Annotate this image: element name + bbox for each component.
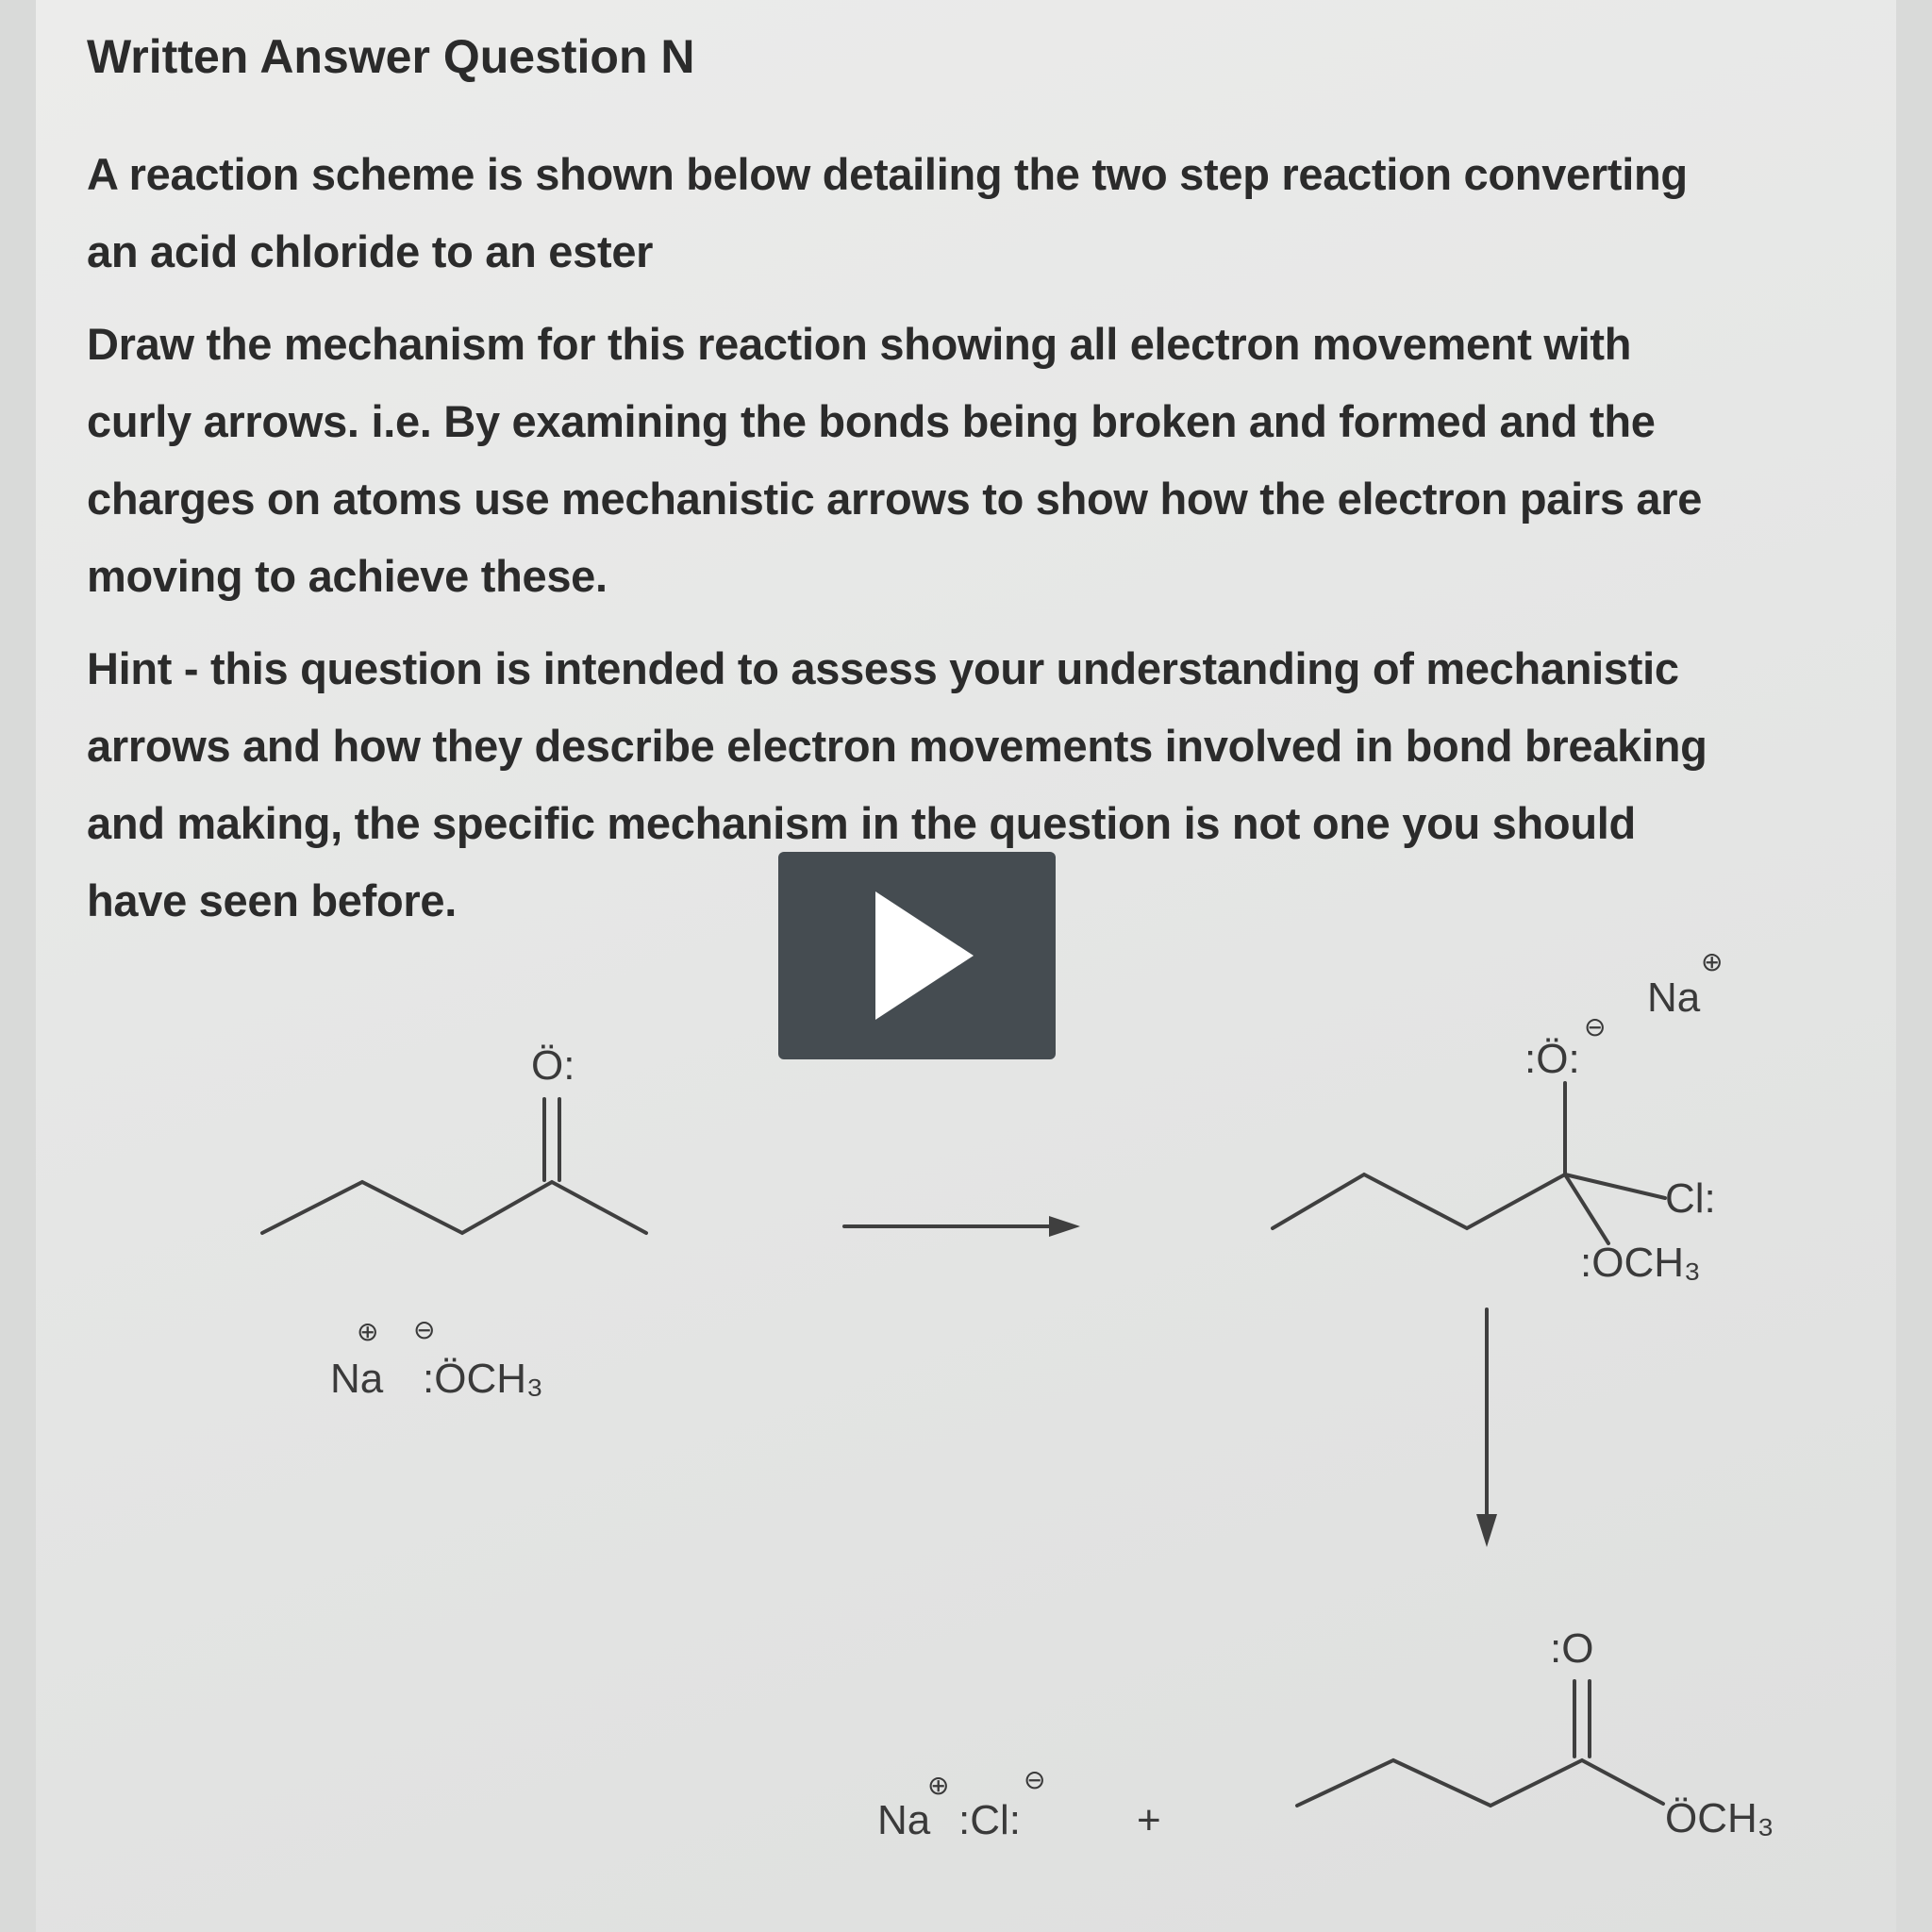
reactant-methoxide: :ÖCH₃	[423, 1356, 543, 1402]
reactant-bonds	[262, 1182, 646, 1233]
arrowhead-step2-icon	[1476, 1514, 1497, 1547]
reactant-carbonyl-oxygen: Ö:	[531, 1042, 575, 1089]
play-icon	[875, 891, 974, 1020]
byproduct-sodium: Na	[877, 1797, 931, 1843]
text-line: charges on atoms use mechanistic arrows to show how the electron pairs are	[87, 474, 1703, 524]
intermediate-bonds	[1273, 1174, 1565, 1228]
negative-charge-icon: ⊖	[413, 1315, 436, 1344]
positive-charge-icon: ⊕	[357, 1317, 379, 1346]
text-line: an acid chloride to an ester	[87, 226, 654, 276]
arrowhead-step1-icon	[1049, 1216, 1080, 1237]
text-line: and making, the specific mechanism in the question is not one you should	[87, 798, 1636, 848]
text-line: Draw the mechanism for this reaction showing all electron movement with	[87, 319, 1632, 369]
text-line: curly arrows. i.e. By examining the bonds being broken and formed and the	[87, 396, 1656, 446]
text-line: Hint - this question is intended to assess your understanding of mechanistic	[87, 643, 1679, 693]
intermediate-c-cl-bond	[1565, 1174, 1665, 1198]
reactant-sodium: Na	[330, 1356, 384, 1402]
byproduct-chloride: :Cl:	[958, 1797, 1021, 1843]
positive-charge-icon: ⊕	[1701, 947, 1724, 976]
plus-sign: +	[1137, 1797, 1161, 1843]
product-carbonyl-oxygen: :O	[1550, 1625, 1594, 1672]
negative-charge-icon: ⊖	[1024, 1765, 1046, 1794]
product-bonds	[1297, 1760, 1663, 1806]
intermediate-sodium: Na	[1647, 974, 1701, 1021]
text-line: have seen before.	[87, 875, 457, 925]
product-methoxy: ÖCH₃	[1665, 1795, 1774, 1841]
intermediate-chlorine: Cl:	[1665, 1175, 1716, 1222]
positive-charge-icon: ⊕	[927, 1771, 950, 1800]
text-line: arrows and how they describe electron movements involved in bond breaking	[87, 721, 1707, 771]
text-line: moving to achieve these.	[87, 551, 608, 601]
negative-charge-icon: ⊖	[1584, 1012, 1607, 1041]
intermediate-oxygen: :Ö:	[1524, 1036, 1580, 1082]
video-play-button[interactable]	[778, 852, 1056, 1059]
intermediate-methoxy: :OCH₃	[1580, 1240, 1701, 1286]
question-title: Written Answer Question N	[87, 30, 695, 83]
text-line: A reaction scheme is shown below detailing the two step reaction converting	[87, 149, 1688, 199]
